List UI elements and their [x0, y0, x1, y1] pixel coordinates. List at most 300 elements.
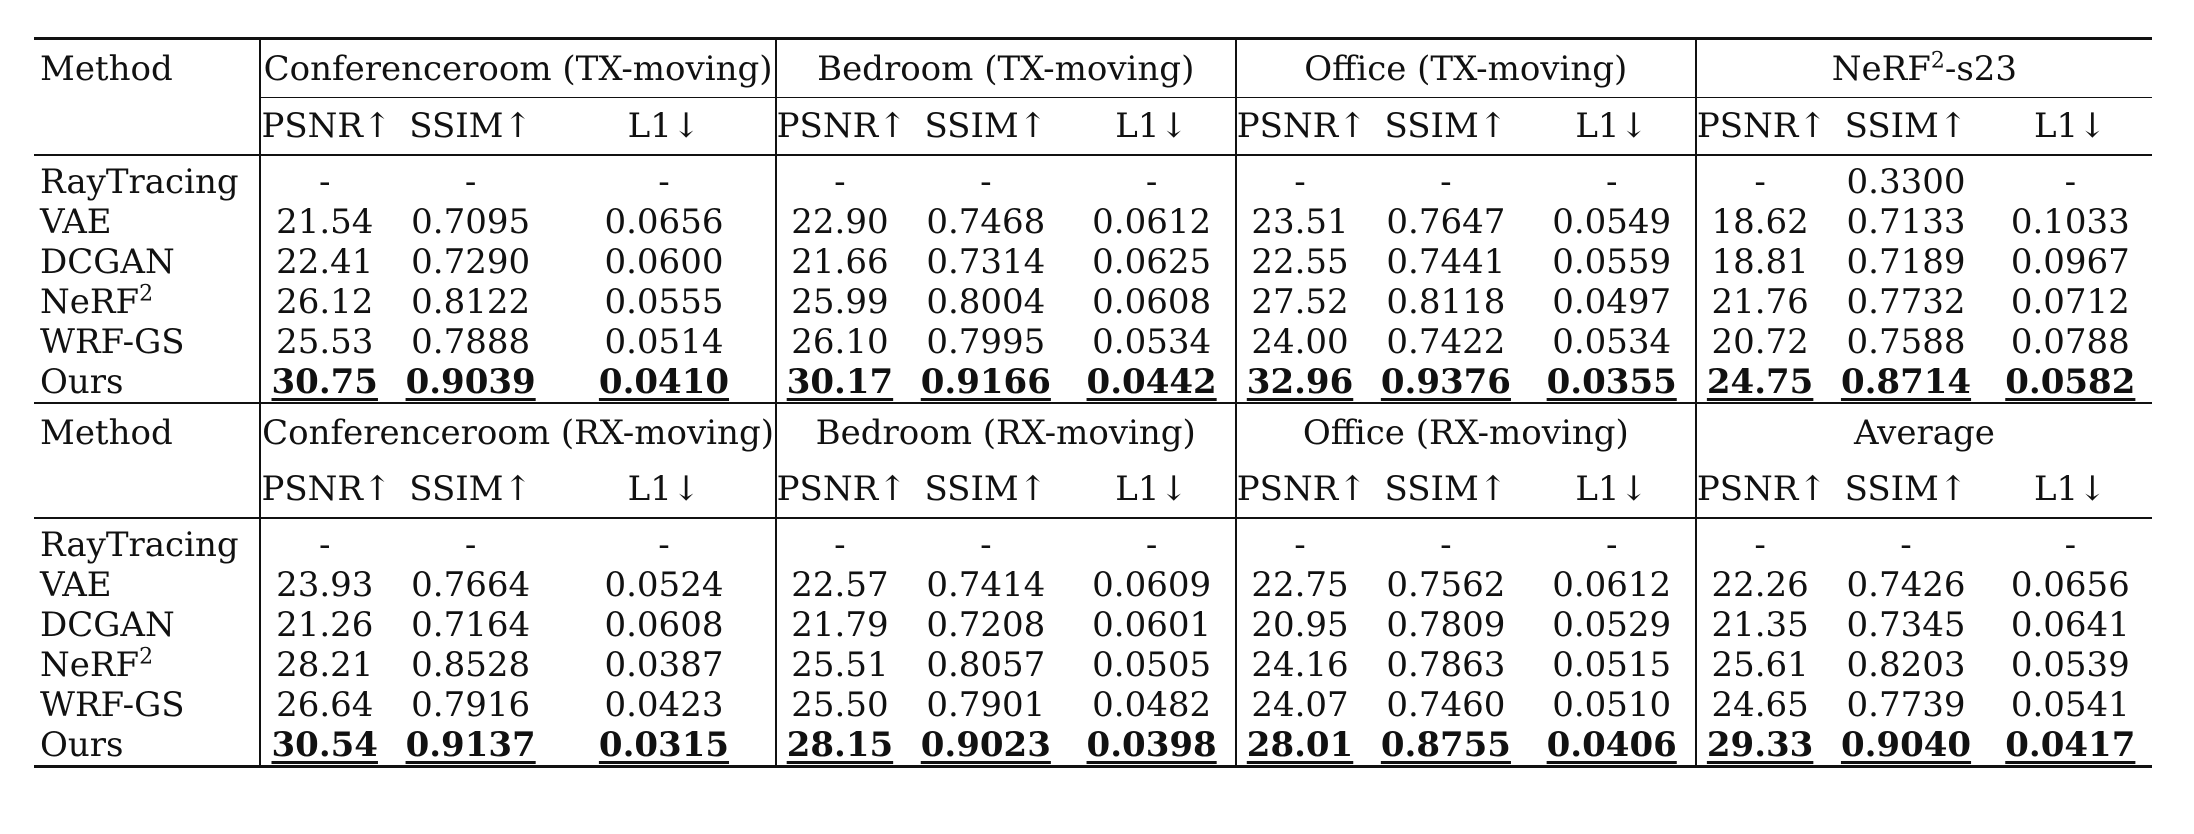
metric-header: SSIM↑	[1823, 461, 1988, 518]
metric-value-text: 0.8528	[411, 645, 531, 685]
metric-value	[1529, 645, 1696, 685]
metric-header: PSNR↑	[776, 98, 904, 156]
metric-value	[1696, 525, 1824, 565]
metric-value	[1989, 282, 2152, 322]
metric-value	[1068, 725, 1235, 767]
metric-value	[776, 565, 904, 605]
method-header: Method	[34, 39, 260, 98]
metric-value-text: 0.8203	[1846, 645, 1966, 685]
metric-value-text: 18.62	[1711, 202, 1809, 242]
results-table	[34, 37, 2152, 768]
metric-value-text: 0.0315	[598, 725, 730, 765]
metric-value-text: 22.55	[1251, 242, 1349, 282]
metric-value	[1236, 202, 1364, 242]
metric-value-text: 24.07	[1251, 685, 1349, 725]
metric-value	[388, 202, 553, 242]
metric-value-text: 0.9023	[920, 725, 1051, 765]
metric-value	[1823, 162, 1988, 202]
metric-value-text: 24.16	[1251, 645, 1349, 685]
metric-value	[553, 645, 775, 685]
metric-header: SSIM↑	[388, 98, 553, 156]
metric-value-text: 0.0505	[1092, 645, 1212, 685]
metric-value	[903, 605, 1068, 645]
metric-value	[1363, 242, 1528, 282]
metric-value-text: 0.0534	[1092, 322, 1212, 362]
metric-value	[1696, 605, 1824, 645]
metric-value-text: -	[834, 162, 846, 202]
metric-value	[1989, 685, 2152, 725]
metric-value-text: 21.26	[276, 605, 374, 645]
metric-header: SSIM↑	[1363, 98, 1528, 156]
metric-value	[903, 282, 1068, 322]
metric-value	[1529, 565, 1696, 605]
metric-value-text: -	[1440, 162, 1452, 202]
metric-value	[776, 322, 904, 362]
metric-value	[1236, 605, 1364, 645]
metric-value	[388, 242, 553, 282]
metric-value	[553, 282, 775, 322]
metric-value-text: 0.7863	[1386, 645, 1506, 685]
metric-value-text: 0.0514	[604, 322, 724, 362]
metric-value-text: 0.8755	[1380, 725, 1511, 765]
metric-value-text: 0.0423	[604, 685, 724, 725]
method-row	[34, 565, 2152, 605]
metric-value	[553, 525, 775, 565]
metric-value	[903, 685, 1068, 725]
metric-value	[388, 645, 553, 685]
metric-value-text: -	[318, 525, 331, 565]
metric-value-text: 0.0608	[1092, 282, 1212, 322]
metric-header: SSIM↑	[1823, 98, 1988, 156]
metric-value	[903, 725, 1068, 767]
metric-value-text: 26.64	[276, 685, 374, 725]
metric-value-text: 21.79	[791, 605, 889, 645]
metric-value	[1363, 565, 1528, 605]
metric-header: PSNR↑	[260, 461, 388, 518]
metric-value	[1363, 725, 1528, 767]
metric-value	[388, 282, 553, 322]
metric-value-text: 0.0608	[604, 605, 724, 645]
metric-value	[1823, 322, 1988, 362]
metric-value	[1529, 525, 1696, 565]
dataset-group-header: Conferenceroom (TX-moving)	[260, 39, 775, 98]
method-header: Method	[34, 403, 260, 461]
metric-value-text: 0.0625	[1092, 242, 1212, 282]
metric-value	[1696, 202, 1824, 242]
metric-value	[1989, 565, 2152, 605]
spacer-row	[34, 155, 2152, 162]
metric-value-text: 0.7133	[1846, 202, 1966, 242]
metric-value-text: 0.0555	[604, 282, 724, 322]
metric-value	[553, 362, 775, 403]
metric-value	[1696, 242, 1824, 282]
metric-header-row	[34, 461, 2152, 518]
metric-value-text: -	[658, 525, 670, 565]
metric-value-text: 0.9137	[405, 725, 536, 765]
metric-value	[1696, 362, 1824, 403]
method-name: Ours	[34, 725, 260, 767]
metric-value-text: 21.35	[1711, 605, 1809, 645]
metric-value-text: -	[1754, 162, 1766, 202]
metric-value-text: 25.61	[1711, 645, 1809, 685]
metric-value	[260, 645, 388, 685]
metric-value	[776, 202, 904, 242]
metric-value	[776, 725, 904, 767]
metric-value	[388, 565, 553, 605]
metric-value	[1236, 322, 1364, 362]
metric-value-text: 28.15	[786, 725, 894, 765]
metric-value	[1823, 242, 1988, 282]
metric-header: SSIM↑	[388, 461, 553, 518]
dataset-group-header: Conferenceroom (RX-moving)	[260, 403, 775, 461]
metric-value	[1989, 242, 2152, 282]
metric-value	[1696, 282, 1824, 322]
metric-value-text: 23.93	[276, 565, 374, 605]
metric-value	[1823, 685, 1988, 725]
metric-value	[553, 322, 775, 362]
metric-value-text: 0.0510	[1552, 685, 1672, 725]
dataset-group-header: Average	[1696, 403, 2152, 461]
metric-value-text: 0.0612	[1092, 202, 1212, 242]
metric-value	[260, 282, 388, 322]
metric-value-text: 0.7208	[926, 605, 1046, 645]
metric-value-text: 0.0656	[2010, 565, 2130, 605]
metric-value-text: 0.7422	[1386, 322, 1506, 362]
metric-value-text: 0.0612	[1552, 565, 1672, 605]
metric-value-text: 0.7164	[411, 605, 531, 645]
metric-value-text: 29.33	[1706, 725, 1814, 765]
metric-value	[1529, 725, 1696, 767]
metric-value	[1529, 605, 1696, 645]
metric-value-text: 20.72	[1711, 322, 1809, 362]
metric-value	[553, 725, 775, 767]
metric-value-text: 0.7809	[1386, 605, 1506, 645]
metric-value-text: -	[464, 525, 477, 565]
metric-value	[1363, 202, 1528, 242]
metric-value-text: 0.0559	[1552, 242, 1672, 282]
metric-value	[1529, 685, 1696, 725]
metric-value-text: 0.7664	[411, 565, 531, 605]
metric-value	[1363, 525, 1528, 565]
metric-value-text: 18.81	[1711, 242, 1809, 282]
metric-value-text: 22.90	[791, 202, 889, 242]
metric-value	[388, 725, 553, 767]
method-name: WRF-GS	[40, 685, 185, 725]
metric-value-text: 0.0541	[2010, 685, 2130, 725]
metric-value	[1989, 725, 2152, 767]
metric-header: L1↓	[553, 98, 775, 156]
metric-value-text: 0.8004	[926, 282, 1046, 322]
method-name: VAE	[40, 202, 112, 242]
metric-value	[776, 685, 904, 725]
metric-value	[1363, 282, 1528, 322]
metric-value	[388, 162, 553, 202]
metric-header: SSIM↑	[903, 98, 1068, 156]
metric-value-text: 28.21	[276, 645, 374, 685]
metric-value	[553, 685, 775, 725]
metric-value	[1529, 242, 1696, 282]
metric-value	[1363, 685, 1528, 725]
metric-value	[1696, 685, 1824, 725]
metric-value-text: 0.9376	[1380, 362, 1511, 402]
group-header-row	[34, 403, 2152, 461]
metric-value-text: 0.0601	[1092, 605, 1212, 645]
metric-value	[1236, 685, 1364, 725]
metric-value-text: 0.0539	[2010, 645, 2130, 685]
metric-value-text: -	[1294, 162, 1306, 202]
metric-value-text: 0.7290	[411, 242, 531, 282]
metric-value-text: 0.0641	[2010, 605, 2130, 645]
metric-value	[903, 322, 1068, 362]
metric-value-text: 0.0582	[2005, 362, 2136, 402]
metric-header-row	[34, 98, 2152, 156]
metric-value-text: 21.66	[791, 242, 889, 282]
metric-value	[553, 565, 775, 605]
metric-value	[776, 645, 904, 685]
metric-value-text: 21.54	[276, 202, 374, 242]
metric-value-text: 0.8118	[1386, 282, 1506, 322]
metric-value	[1236, 282, 1364, 322]
metric-header: L1↓	[1989, 98, 2152, 156]
metric-header: PSNR↑	[1236, 461, 1364, 518]
metric-value	[260, 162, 388, 202]
metric-value	[1236, 565, 1364, 605]
method-name: DCGAN	[40, 605, 175, 645]
metric-value	[553, 202, 775, 242]
metric-value-text: 0.0600	[604, 242, 724, 282]
metric-value-text: 0.0497	[1552, 282, 1672, 322]
metric-header: L1↓	[553, 461, 775, 518]
metric-value	[903, 202, 1068, 242]
metric-header: L1↓	[1529, 461, 1696, 518]
metric-value-text: 20.95	[1251, 605, 1349, 645]
metric-value	[1236, 362, 1364, 403]
metric-value-text: 24.00	[1251, 322, 1349, 362]
method-header-spacer	[34, 98, 260, 156]
metric-value-text: 0.0410	[598, 362, 730, 402]
metric-value	[903, 162, 1068, 202]
metric-value-text: 0.0712	[2010, 282, 2130, 322]
metric-value-text: 0.7441	[1386, 242, 1506, 282]
metric-value-text: -	[1900, 525, 1912, 565]
metric-value-text: 24.65	[1711, 685, 1809, 725]
metric-value	[1989, 362, 2152, 403]
method-row	[34, 605, 2152, 645]
metric-value-text: 30.75	[271, 362, 378, 402]
metric-value-text: 25.51	[791, 645, 889, 685]
metric-value	[1068, 565, 1235, 605]
metric-value	[388, 322, 553, 362]
metric-value-text: 0.7460	[1386, 685, 1506, 725]
metric-value	[260, 322, 388, 362]
metric-value-text: -	[1145, 162, 1158, 202]
metric-value	[260, 525, 388, 565]
metric-value-text: 0.0656	[604, 202, 724, 242]
metric-value	[1068, 162, 1235, 202]
metric-value-text: -	[1440, 525, 1452, 565]
metric-value	[1363, 645, 1528, 685]
metric-value-text: 0.7995	[926, 322, 1046, 362]
metric-value-text: 25.53	[276, 322, 374, 362]
metric-value	[388, 362, 553, 403]
metric-value-text: 0.1033	[2010, 202, 2130, 242]
metric-value-text: 0.8714	[1840, 362, 1972, 402]
metric-value	[260, 242, 388, 282]
metric-header: PSNR↑	[1236, 98, 1364, 156]
metric-value-text: -	[834, 525, 846, 565]
metric-value-text: 25.50	[791, 685, 889, 725]
metric-value	[388, 605, 553, 645]
method-row	[34, 362, 2152, 403]
metric-value-text: -	[1605, 525, 1618, 565]
metric-value-text: 0.7588	[1846, 322, 1966, 362]
metric-value-text: 24.75	[1706, 362, 1814, 402]
metric-value-text: 21.76	[1711, 282, 1809, 322]
metric-header: L1↓	[1068, 98, 1235, 156]
metric-value-text: 28.01	[1246, 725, 1354, 765]
metric-value	[1068, 322, 1235, 362]
metric-header: L1↓	[1068, 461, 1235, 518]
metric-header: PSNR↑	[1696, 98, 1824, 156]
metric-value-text: 0.7426	[1846, 565, 1966, 605]
method-row	[34, 242, 2152, 282]
metric-value-text: -	[1145, 525, 1158, 565]
method-name: RayTracing	[40, 525, 239, 565]
metric-value	[1989, 645, 2152, 685]
metric-value-text: 0.0609	[1092, 565, 1212, 605]
metric-value	[1696, 725, 1824, 767]
metric-value	[1823, 362, 1988, 403]
metric-value	[1989, 162, 2152, 202]
metric-value-text: 0.0387	[604, 645, 724, 685]
method-name: Ours	[40, 362, 124, 402]
metric-value-text: 32.96	[1246, 362, 1354, 402]
metric-value	[1068, 202, 1235, 242]
metric-value	[1823, 605, 1988, 645]
method-row	[34, 645, 2152, 685]
metric-value	[1068, 525, 1235, 565]
metric-value-text: 0.0524	[604, 565, 724, 605]
metric-value-text: -	[1294, 525, 1306, 565]
metric-value-text: 0.7739	[1846, 685, 1966, 725]
metric-value	[1529, 202, 1696, 242]
metric-value-text: -	[318, 162, 331, 202]
metric-value	[903, 242, 1068, 282]
metric-value-text: 0.9040	[1840, 725, 1972, 765]
metric-value	[1696, 645, 1824, 685]
metric-value-text: 0.9166	[920, 362, 1051, 402]
method-row	[34, 162, 2152, 202]
metric-value	[1696, 162, 1824, 202]
metric-value-text: 23.51	[1251, 202, 1349, 242]
metric-value	[1236, 645, 1364, 685]
metric-value	[1363, 162, 1528, 202]
metric-value	[553, 242, 775, 282]
metric-value	[1989, 202, 2152, 242]
metric-value-text: 0.0442	[1086, 362, 1217, 402]
metric-value-text: 0.7916	[411, 685, 531, 725]
dataset-group-header: Office (RX-moving)	[1236, 403, 1696, 461]
method-name: NeRF$^2$	[40, 281, 154, 322]
method-row	[34, 202, 2152, 242]
metric-value-text: 0.7901	[926, 685, 1046, 725]
metric-value-text: 0.0417	[2005, 725, 2136, 765]
dataset-group-header: Office (TX-moving)	[1236, 39, 1696, 98]
metric-value	[1068, 645, 1235, 685]
metric-value	[903, 645, 1068, 685]
metric-value	[903, 362, 1068, 403]
metric-value	[1529, 282, 1696, 322]
metric-value-text: -	[464, 162, 477, 202]
metric-header: PSNR↑	[776, 461, 904, 518]
metric-value-text: 26.12	[276, 282, 374, 322]
metric-value-text: 0.9039	[405, 362, 536, 402]
metric-header: L1↓	[1989, 461, 2152, 518]
method-header-spacer	[34, 461, 260, 518]
metric-value-text: 0.7345	[1846, 605, 1966, 645]
metric-value	[1529, 362, 1696, 403]
metric-value-text: 0.0549	[1552, 202, 1672, 242]
metric-value	[1363, 362, 1528, 403]
metric-value	[1696, 565, 1824, 605]
metric-value-text: -	[1754, 525, 1766, 565]
metric-value	[1068, 362, 1235, 403]
metric-value-text: 22.57	[791, 565, 889, 605]
metric-value	[1068, 282, 1235, 322]
dataset-group-header: Bedroom (TX-moving)	[776, 39, 1236, 98]
metric-value-text: 22.26	[1711, 565, 1809, 605]
metric-value	[776, 605, 904, 645]
metric-value	[1363, 322, 1528, 362]
metric-value	[260, 725, 388, 767]
metric-value	[1823, 565, 1988, 605]
method-name: NeRF$^2$	[40, 644, 154, 685]
metric-value-text: 27.52	[1251, 282, 1349, 322]
metric-value	[1823, 725, 1988, 767]
metric-value-text: 30.17	[786, 362, 894, 402]
metric-value-text: 0.0482	[1092, 685, 1212, 725]
metric-value-text: 0.0355	[1546, 362, 1677, 402]
metric-value-text: 0.0967	[2010, 242, 2130, 282]
metric-value-text: 0.8122	[411, 282, 531, 322]
metric-value	[1823, 202, 1988, 242]
method-row	[34, 725, 2152, 767]
metric-value	[903, 565, 1068, 605]
results-table-container	[34, 37, 2152, 768]
metric-value-text: -	[2064, 525, 2077, 565]
metric-value	[1696, 322, 1824, 362]
metric-value-text: 0.7314	[926, 242, 1046, 282]
metric-value	[388, 685, 553, 725]
metric-value	[1989, 525, 2152, 565]
metric-value-text: -	[980, 162, 992, 202]
metric-value-text: 0.7414	[926, 565, 1046, 605]
metric-value-text: -	[980, 525, 992, 565]
metric-value-text: 22.41	[276, 242, 374, 282]
metric-value	[776, 525, 904, 565]
group-header-row	[34, 39, 2152, 98]
metric-value-text: 0.0534	[1552, 322, 1672, 362]
method-row	[34, 685, 2152, 725]
metric-value	[260, 202, 388, 242]
metric-value-text: 0.7189	[1846, 242, 1966, 282]
metric-value	[1236, 242, 1364, 282]
metric-value-text: -	[1605, 162, 1618, 202]
metric-value-text: 0.0788	[2010, 322, 2130, 362]
method-row	[34, 322, 2152, 362]
metric-value-text: -	[2064, 162, 2077, 202]
dataset-group-header: NeRF$^2$-s23	[1696, 39, 2152, 98]
